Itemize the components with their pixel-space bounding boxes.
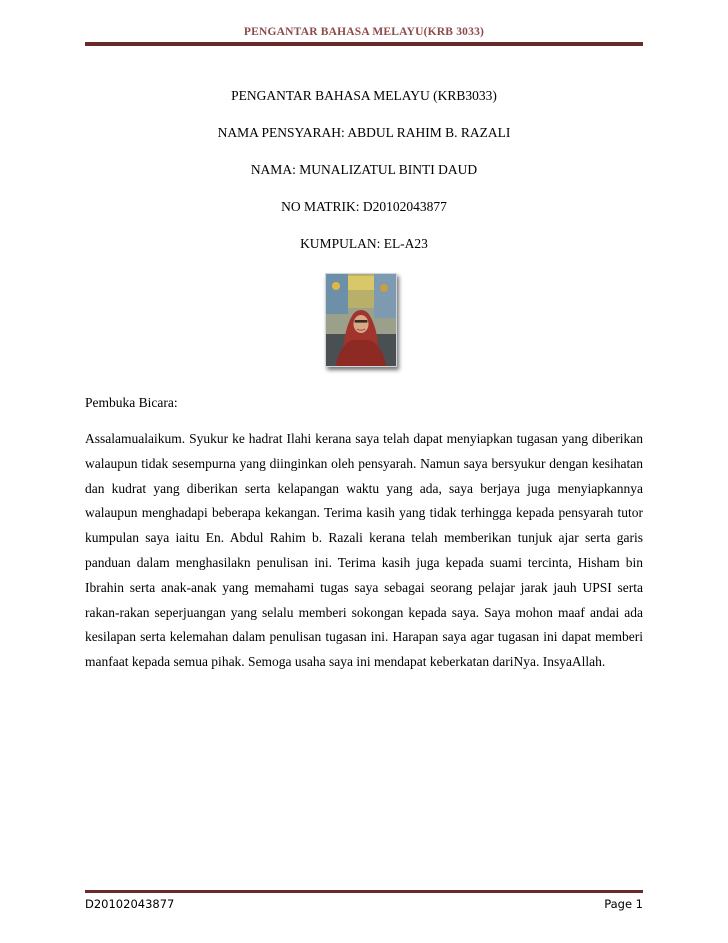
matric-number: NO MATRIK: D20102043877 <box>281 199 447 214</box>
running-header: PENGANTAR BAHASA MELAYU(KRB 3033) <box>243 26 485 38</box>
course-title: PENGANTAR BAHASA MELAYU (KRB3033) <box>231 88 497 103</box>
lecturer-name: NAMA PENSYARAH: ABDUL RAHIM B. RAZALI <box>217 125 511 140</box>
footer-divider <box>85 890 643 893</box>
intro-paragraph: Assalamualaikum. Syukur ke hadrat Ilahi kerana saya telah dapat menyiapkan tugasan yang diberikan walaupun tidak sesempurna yang diinginkan oleh pensyarah. Namun saya bersyukur dengan kesihatan dan kudrat yang diberikan serta kelapangan waktu yang ada, saya berjaya juga menyiapkannya walaupun menghadapi beberapa kekangan. Terima kasih yang tidak terhingga kepada pensyarah tutor kumpulan saya iaitu En. Abdul Rahim b. Razali kerana telah memberikan tunjuk ajar serta garis panduan dalam menghasilakn penulisan ini. Terima kasih juga kepada suami tercinta, Hisham bin Ibrahin serta anak-anak yang memahami tugas saya sebagai seorang pelajar jarak jauh UPSI serta rakan-rakan seperjuangan yang selalu memberi sokongan kepada saya. Saya mohon maaf andai ada kesilapan serta kelemahan dalam penulisan tugasan ini. Harapan saya agar tugasan ini dapat memberi manfaat kepada semua pihak. Semoga usaha saya ini mendapat keberkatan dariNya. InsyaAllah. <box>85 431 643 670</box>
group-name: KUMPULAN: EL-A23 <box>300 236 428 251</box>
footer-matric-number: D20102043877 <box>85 897 175 911</box>
intro-heading: Pembuka Bicara: <box>85 395 178 410</box>
student-portrait-photo <box>325 273 397 367</box>
cover-title-block <box>85 88 643 273</box>
page-number: Page 1 <box>604 897 643 911</box>
header-divider <box>85 42 643 46</box>
student-name: NAMA: MUNALIZATUL BINTI DAUD <box>250 162 478 177</box>
